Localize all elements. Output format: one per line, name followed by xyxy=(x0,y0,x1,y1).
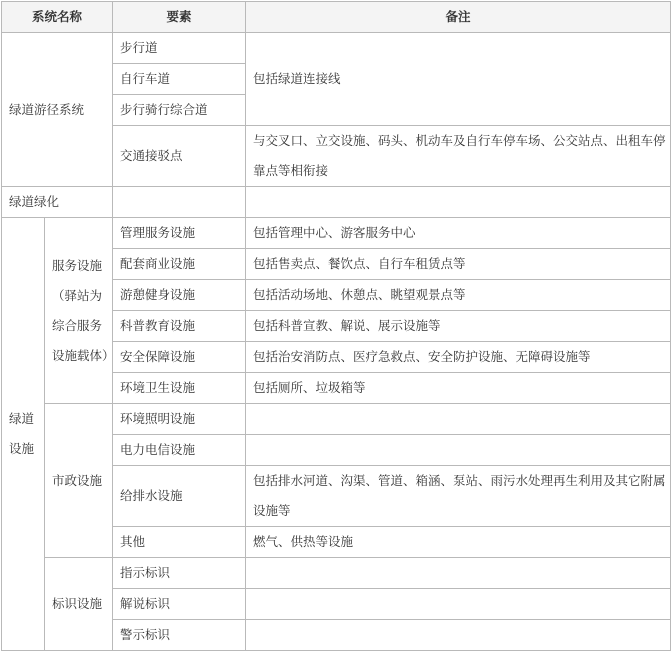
service-item: 安全保障设施 xyxy=(113,342,246,373)
trail-item: 自行车道 xyxy=(113,64,246,95)
table-row xyxy=(2,33,671,64)
municipal-item: 给排水设施 xyxy=(113,466,246,527)
greening-name: 绿道绿化 xyxy=(2,187,113,218)
header-element: 要素 xyxy=(113,2,246,33)
header-note: 备注 xyxy=(246,2,671,33)
service-note: 包括售卖点、餐饮点、自行车租赁点等 xyxy=(246,249,671,280)
municipal-group-name: 市政设施 xyxy=(45,404,113,558)
table-row xyxy=(2,558,671,589)
trail-connection-note: 与交叉口、立交设施、码头、机动车及自行车停车场、公交站点、出租车停靠点等相衔接 xyxy=(246,126,671,187)
signage-item: 解说标识 xyxy=(113,589,246,620)
service-group-name: 服务设施（驿站为综合服务设施载体） xyxy=(45,218,113,404)
service-item: 管理服务设施 xyxy=(113,218,246,249)
trail-item: 步行骑行综合道 xyxy=(113,95,246,126)
municipal-note: 燃气、供热等设施 xyxy=(246,527,671,558)
header-row xyxy=(2,2,671,33)
greening-element xyxy=(113,187,246,218)
table-row xyxy=(2,404,671,435)
municipal-note: 包括排水河道、沟渠、管道、箱涵、泵站、雨污水处理再生利用及其它附属设施等 xyxy=(246,466,671,527)
signage-item: 警示标识 xyxy=(113,620,246,651)
trail-item: 步行道 xyxy=(113,33,246,64)
table-row xyxy=(2,187,671,218)
signage-note xyxy=(246,620,671,651)
service-note: 包括治安消防点、医疗急救点、安全防护设施、无障碍设施等 xyxy=(246,342,671,373)
service-note: 包括管理中心、游客服务中心 xyxy=(246,218,671,249)
service-note: 包括科普宣教、解说、展示设施等 xyxy=(246,311,671,342)
trail-connection: 交通接驳点 xyxy=(113,126,246,187)
greening-note xyxy=(246,187,671,218)
service-item: 环境卫生设施 xyxy=(113,373,246,404)
service-item: 游憩健身设施 xyxy=(113,280,246,311)
trail-shared-note: 包括绿道连接线 xyxy=(246,33,671,126)
municipal-item: 环境照明设施 xyxy=(113,404,246,435)
table-row xyxy=(2,218,671,249)
service-item: 配套商业设施 xyxy=(113,249,246,280)
municipal-item: 电力电信设施 xyxy=(113,435,246,466)
service-item: 科普教育设施 xyxy=(113,311,246,342)
municipal-note xyxy=(246,404,671,435)
service-note: 包括活动场地、休憩点、眺望观景点等 xyxy=(246,280,671,311)
service-note: 包括厕所、垃圾箱等 xyxy=(246,373,671,404)
municipal-item: 其他 xyxy=(113,527,246,558)
trail-system-name: 绿道游径系统 xyxy=(2,33,113,187)
greenway-system-table xyxy=(1,1,671,651)
signage-group-name: 标识设施 xyxy=(45,558,113,651)
signage-note xyxy=(246,558,671,589)
facilities-name: 绿道设施 xyxy=(2,218,45,651)
signage-note xyxy=(246,589,671,620)
signage-item: 指示标识 xyxy=(113,558,246,589)
municipal-note xyxy=(246,435,671,466)
header-system: 系统名称 xyxy=(2,2,113,33)
